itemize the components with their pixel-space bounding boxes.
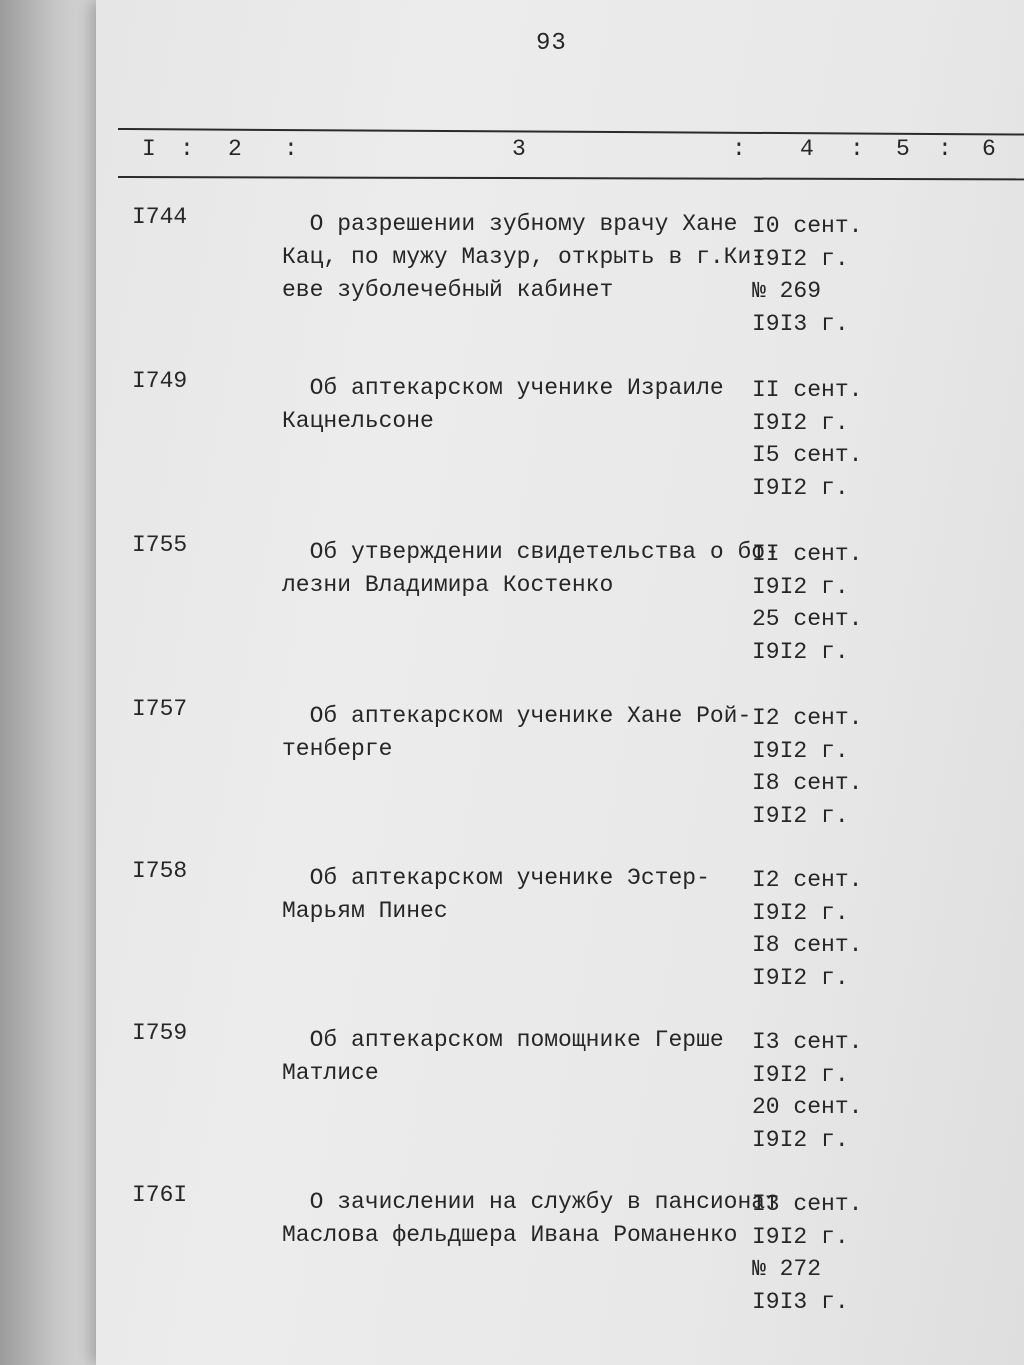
subject-line: Об аптекарском помощнике Герше bbox=[282, 1027, 724, 1053]
date-line: I5 сент. bbox=[752, 442, 863, 468]
subject-line: О зачислении на службу в пансионат bbox=[282, 1189, 779, 1215]
date-line: I9I2 г. bbox=[752, 638, 849, 665]
column-header-6: 6 bbox=[982, 136, 996, 162]
entry-dates bbox=[752, 864, 882, 994]
date-line: II сент. bbox=[752, 377, 863, 403]
entry-number: I757 bbox=[132, 696, 188, 722]
date-line: I9I3 г. bbox=[752, 310, 849, 337]
entry-number: I759 bbox=[132, 1020, 188, 1046]
date-line: I3 сент. bbox=[752, 1191, 863, 1217]
date-line: I9I2 г. bbox=[752, 1061, 849, 1088]
entry-number: I758 bbox=[132, 858, 188, 884]
date-line: I2 сент. bbox=[752, 705, 863, 731]
date-line: I9I2 г. bbox=[752, 573, 849, 600]
date-line: I9I2 г. bbox=[752, 245, 849, 272]
entry-dates bbox=[752, 1188, 882, 1318]
date-line: I9I2 г. bbox=[752, 1223, 849, 1250]
subject-line: Об аптекарском ученике Израиле bbox=[282, 375, 724, 401]
subject-line: Кац, по мужу Мазур, открыть в г.Ки- bbox=[282, 244, 766, 270]
entry-number: I749 bbox=[132, 368, 188, 394]
date-line: I8 сент. bbox=[752, 932, 863, 958]
register-entries bbox=[96, 0, 1024, 1365]
date-line: I0 сент. bbox=[752, 213, 863, 239]
date-line: № 269 bbox=[752, 278, 822, 304]
date-line: № 272 bbox=[752, 1256, 822, 1282]
date-line: I9I3 г. bbox=[752, 1288, 849, 1315]
entry-subject bbox=[282, 208, 766, 307]
subject-line: О разрешении зубному врачу Хане bbox=[282, 211, 738, 237]
document-page bbox=[96, 0, 1024, 1365]
entry-subject bbox=[282, 372, 752, 438]
date-line: II сент. bbox=[752, 541, 863, 567]
entry-dates bbox=[752, 210, 882, 340]
subject-line: Марьям Пинес bbox=[282, 898, 448, 924]
entry-dates bbox=[752, 1026, 882, 1156]
date-line: I8 сент. bbox=[752, 770, 863, 796]
date-line: I9I2 г. bbox=[752, 737, 849, 764]
date-line: 25 сент. bbox=[752, 606, 863, 632]
date-line: 20 сент. bbox=[752, 1094, 863, 1120]
entry-subject bbox=[282, 862, 752, 928]
entry-subject bbox=[282, 536, 779, 602]
entry-subject bbox=[282, 1024, 752, 1090]
column-separator: : bbox=[284, 136, 298, 162]
column-separator: : bbox=[732, 136, 746, 162]
column-header-3: 3 bbox=[512, 136, 526, 162]
subject-line: Об аптекарском ученике Эстер- bbox=[282, 865, 710, 891]
column-header-4: 4 bbox=[800, 136, 814, 162]
entry-subject bbox=[282, 1186, 779, 1252]
subject-line: Матлисе bbox=[282, 1060, 379, 1086]
column-separator: : bbox=[938, 136, 952, 162]
entry-subject bbox=[282, 700, 752, 766]
entry-number: I744 bbox=[132, 204, 188, 230]
column-header-5: 5 bbox=[896, 136, 910, 162]
date-line: I9I2 г. bbox=[752, 899, 849, 926]
date-line: I9I2 г. bbox=[752, 474, 849, 501]
column-separator: : bbox=[180, 136, 194, 162]
date-line: I2 сент. bbox=[752, 867, 863, 893]
entry-number: I76I bbox=[132, 1182, 188, 1208]
date-line: I9I2 г. bbox=[752, 409, 849, 436]
date-line: I9I2 г. bbox=[752, 964, 849, 991]
entry-dates bbox=[752, 374, 882, 504]
column-header-2: 2 bbox=[228, 136, 242, 162]
date-line: I9I2 г. bbox=[752, 802, 849, 829]
entry-number: I755 bbox=[132, 532, 188, 558]
column-header-1: I bbox=[142, 136, 156, 162]
entry-dates bbox=[752, 702, 882, 832]
subject-line: тенберге bbox=[282, 736, 393, 762]
page-number: 93 bbox=[536, 30, 567, 57]
subject-line: Об утверждении свидетельства о бо- bbox=[282, 539, 779, 565]
subject-line: лезни Владимира Костенко bbox=[282, 572, 614, 598]
date-line: I3 сент. bbox=[752, 1029, 863, 1055]
entry-dates bbox=[752, 538, 882, 668]
subject-line: Об аптекарском ученике Хане Рой- bbox=[282, 703, 752, 729]
subject-line: еве зуболечебный кабинет bbox=[282, 277, 614, 303]
column-separator: : bbox=[850, 136, 864, 162]
subject-line: Маслова фельдшера Ивана Романенко bbox=[282, 1222, 738, 1248]
date-line: I9I2 г. bbox=[752, 1126, 849, 1153]
subject-line: Кацнельсоне bbox=[282, 408, 434, 434]
